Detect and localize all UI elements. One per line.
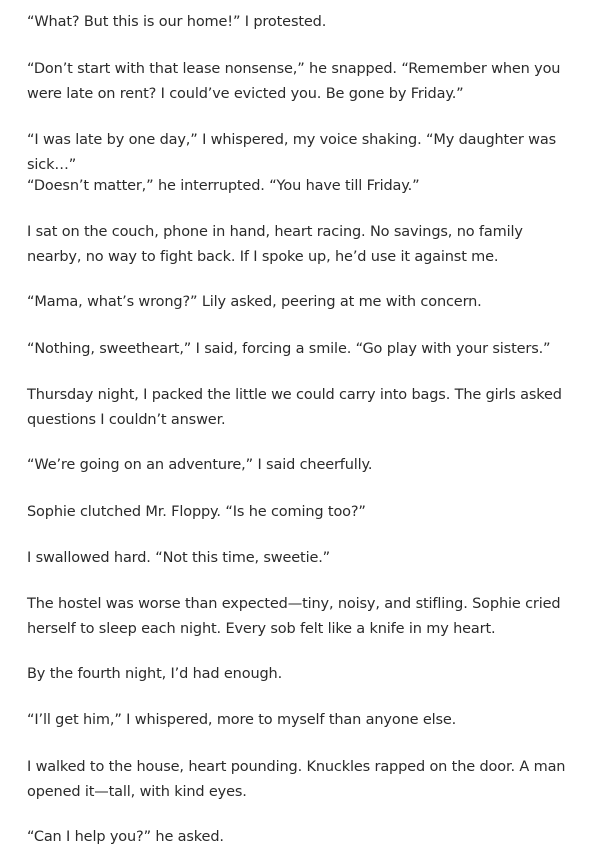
paragraph: “Doesn’t matter,” he interrupted. “You have till Friday.” [27,178,420,194]
paragraph: I sat on the couch, phone in hand, heart racing. No savings, no family nearby, no way to fight back. If I spoke up, he’d use it against me. [27,224,523,265]
paragraph: Thursday night, I packed the little we could carry into bags. The girls asked questions I couldn’t answer. [27,387,562,428]
paragraph: Sophie clutched Mr. Floppy. “Is he coming too?” [27,504,366,520]
paragraph: “Mama, what’s wrong?” Lily asked, peering at me with concern. [27,294,482,310]
paragraph: “What? But this is our home!” I protested. [27,14,327,30]
paragraph: I swallowed hard. “Not this time, sweetie.” [27,550,331,566]
paragraph: “I’ll get him,” I whispered, more to myself than anyone else. [27,712,457,728]
paragraph: “I was late by one day,” I whispered, my voice shaking. “My daughter was sick…” [27,132,556,173]
paragraph: “Don’t start with that lease nonsense,” he snapped. “Remember when you were late on rent? I could’ve evicted you. Be gone by Friday.” [27,61,561,102]
paragraph: “We’re going on an adventure,” I said cheerfully. [27,457,373,473]
paragraph: The hostel was worse than expected—tiny, noisy, and stifling. Sophie cried herself to sleep each night. Every sob felt like a knife in my heart. [27,596,561,637]
paragraph: “Nothing, sweetheart,” I said, forcing a smile. “Go play with your sisters.” [27,341,551,357]
paragraph: “Can I help you?” he asked. [27,829,224,845]
paragraph: By the fourth night, I’d had enough. [27,666,283,682]
paragraph: I walked to the house, heart pounding. Knuckles rapped on the door. A man opened it—tall, with kind eyes. [27,759,566,800]
